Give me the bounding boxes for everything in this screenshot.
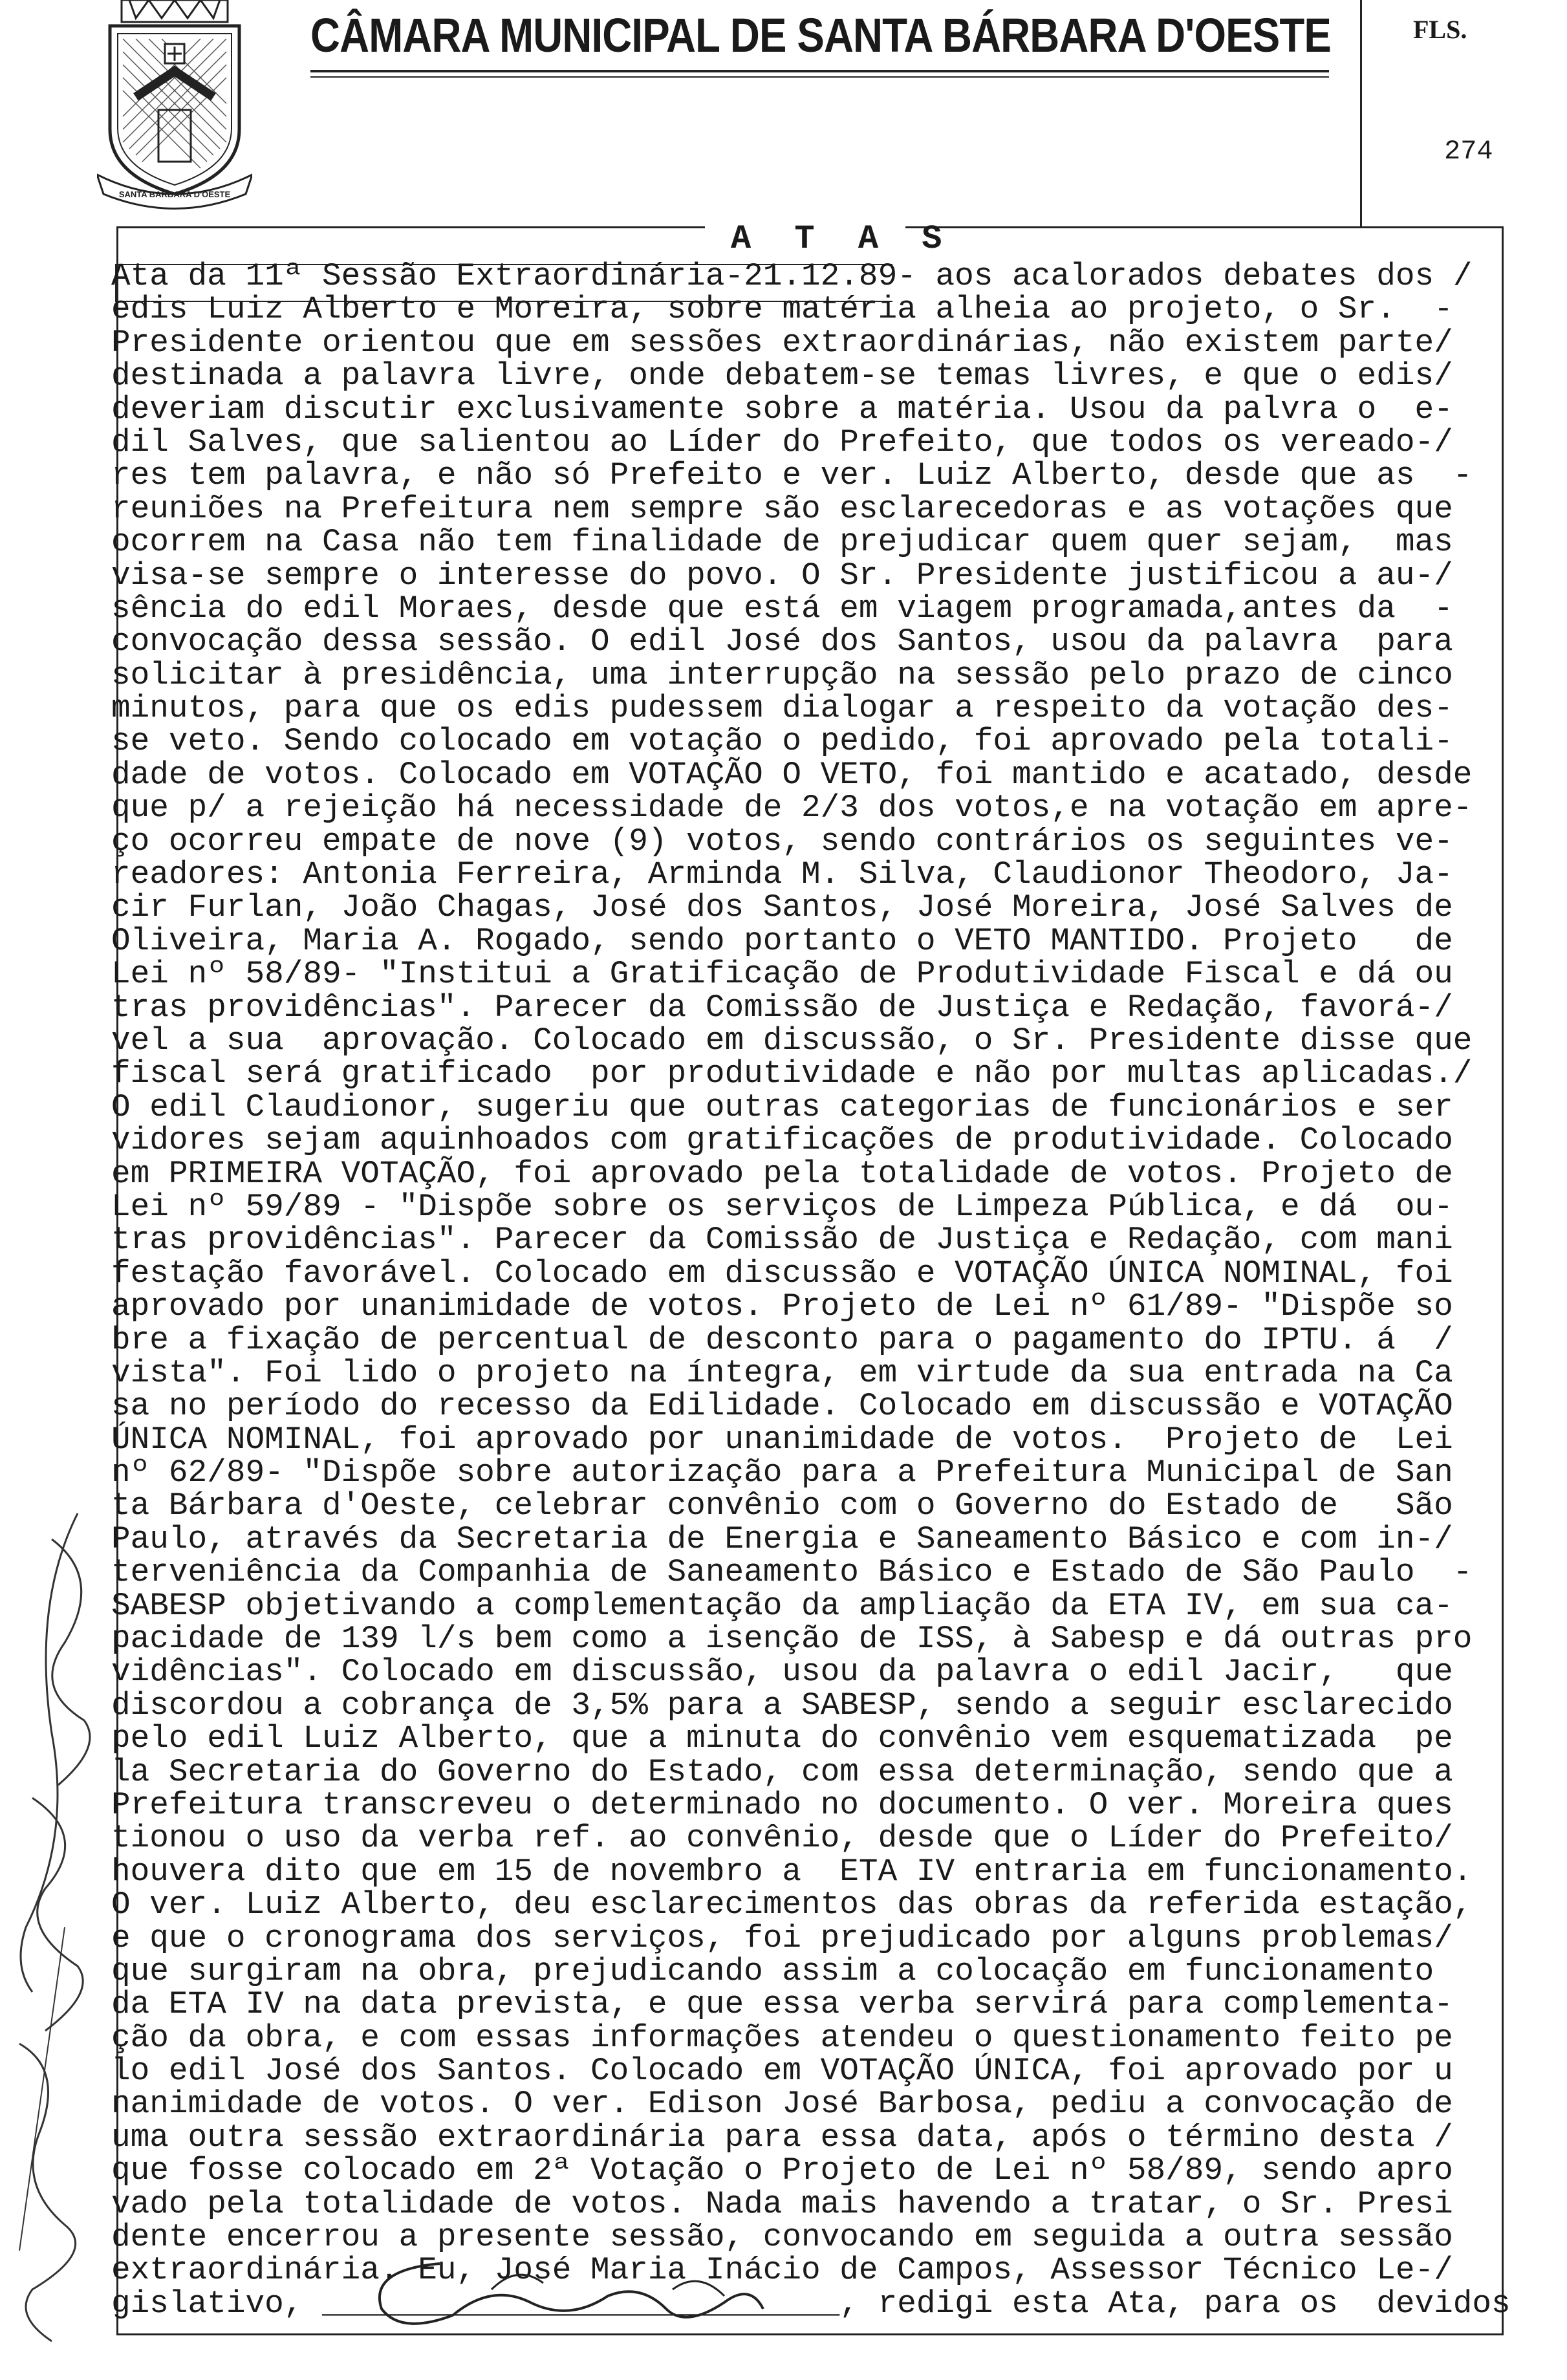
- minutes-line: vista". Foi lido o projeto na íntegra, em virtude da sua entrada na Ca: [111, 1354, 1453, 1391]
- minutes-line: la Secretaria do Governo do Estado, com essa determinação, sendo que a: [111, 1753, 1453, 1790]
- crest-motto: SANTA BARBARA D'OESTE: [118, 189, 231, 199]
- minutes-line: bre a fixação de percentual de desconto para o pagamento do IPTU. á /: [111, 1321, 1453, 1358]
- minutes-line: da ETA IV na data prevista, e que essa verba servirá para complementa-: [111, 1986, 1453, 2023]
- margin-signature-icon: [6, 1475, 110, 2380]
- minutes-line: pacidade de 139 l/s bem como a isenção de ISS, à Sabesp e dá outras pro: [111, 1621, 1473, 1658]
- frame-top-left: [116, 226, 705, 228]
- minutes-line: O ver. Luiz Alberto, deu esclarecimentos das obras da referida estação,: [111, 1887, 1473, 1923]
- minutes-line: extraordinária. Eu, José Maria Inácio de Campos, Assessor Técnico Le-/: [111, 2252, 1453, 2289]
- minutes-line: dil Salves, que salientou ao Líder do Prefeito, que todos os vereado-/: [111, 424, 1453, 460]
- minutes-line: Presidente orientou que em sessões extraordinárias, não existem parte/: [111, 324, 1453, 361]
- minutes-line: destinada a palavra livre, onde debatem-se temas livres, e que o edis/: [111, 358, 1453, 395]
- frame-top-right: [905, 226, 1504, 228]
- minutes-line: readores: Antonia Ferreira, Arminda M. Silva, Claudionor Theodoro, Ja-: [111, 856, 1453, 893]
- minutes-line: deveriam discutir exclusivamente sobre a matéria. Usou da palvra o e-: [111, 391, 1453, 427]
- minutes-line: pelo edil Luiz Alberto, que a minuta do convênio vem esquematizada pe: [111, 1720, 1453, 1757]
- minutes-line: uma outra sessão extraordinária para essa data, após o término desta /: [111, 2119, 1453, 2156]
- minutes-line: dade de votos. Colocado em VOTAÇÃO O VETO, foi mantido e acatado, desde: [111, 756, 1473, 793]
- minutes-line: sa no período do recesso da Edilidade. Colocado em discussão e VOTAÇÃO: [111, 1388, 1453, 1425]
- minutes-line: visa-se sempre o interesse do povo. O Sr. Presidente justificou a au-/: [111, 557, 1453, 594]
- minutes-line: lo edil José dos Santos. Colocado em VOTAÇÃO ÚNICA, foi aprovado por u: [111, 2053, 1453, 2090]
- minutes-line: tras providências". Parecer da Comissão de Justiça e Redação, favorá-/: [111, 989, 1453, 1026]
- header-rule-thin: [310, 76, 1329, 78]
- minutes-line: Oliveira, Maria A. Rogado, sendo portanto o VETO MANTIDO. Projeto de: [111, 922, 1453, 959]
- minutes-line: Paulo, através da Secretaria de Energia e Saneamento Básico e com in-/: [111, 1520, 1453, 1557]
- frame-right: [1502, 226, 1504, 2335]
- minutes-line: discordou a cobrança de 3,5% para a SABESP, sendo a seguir esclarecido: [111, 1687, 1453, 1724]
- minutes-line: nº 62/89- "Dispõe sobre autorização para a Prefeitura Municipal de San: [111, 1455, 1453, 1491]
- minutes-line: em PRIMEIRA VOTAÇÃO, foi aprovado pela totalidade de votos. Projeto de: [111, 1155, 1453, 1192]
- minutes-line: tras providências". Parecer da Comissão de Justiça e Redação, com mani: [111, 1222, 1453, 1259]
- minutes-line: gislativo, ___________________________, redigi esta Ata, para os devidos: [111, 2285, 1511, 2322]
- frame-bottom: [116, 2333, 1504, 2335]
- section-title: A T A S: [731, 220, 954, 258]
- minutes-line: tionou o uso da verba ref. ao convênio, desde que o Líder do Prefeito/: [111, 1820, 1453, 1857]
- minutes-line: fiscal será gratificado por produtividade e não por multas aplicadas./: [111, 1055, 1473, 1092]
- clerk-signature-icon: [362, 2244, 795, 2341]
- minutes-line: edis Luiz Alberto e Moreira, sobre matéria alheia ao projeto, o Sr. -: [111, 291, 1453, 328]
- minutes-line: SABESP objetivando a complementação da ampliação da ETA IV, em sua ca-: [111, 1587, 1453, 1624]
- minutes-line: terveniência da Companhia de Saneamento Básico e Estado de São Paulo -: [111, 1554, 1473, 1591]
- minutes-line: houvera dito que em 15 de novembro a ETA IV entraria em funcionamento.: [111, 1853, 1473, 1890]
- minutes-line: festação favorável. Colocado em discussão e VOTAÇÃO ÚNICA NOMINAL, foi: [111, 1255, 1453, 1292]
- minutes-line: ÚNICA NOMINAL, foi aprovado por unanimidade de votos. Projeto de Lei: [111, 1421, 1453, 1458]
- minutes-line: vel a sua aprovação. Colocado em discussão, o Sr. Presidente disse que: [111, 1022, 1473, 1059]
- minutes-line: Ata da 11ª Sessão Extraordinária-21.12.89- aos acalorados debates dos /: [111, 258, 1473, 294]
- folio-number: 274: [1444, 136, 1493, 167]
- minutes-line: O edil Claudionor, sugeriu que outras categorias de funcionários e ser: [111, 1088, 1453, 1125]
- minutes-line: convocação dessa sessão. O edil José dos Santos, usou da palavra para: [111, 623, 1453, 660]
- minutes-line: Lei nº 59/89 - "Dispõe sobre os serviços de Limpeza Pública, e dá ou-: [111, 1188, 1453, 1225]
- minutes-line: reuniões na Prefeitura nem sempre são esclarecedoras e as votações que: [111, 490, 1453, 527]
- fls-label: FLS.: [1413, 15, 1467, 44]
- minutes-line: vidores sejam aquinhoados com gratificações de produtividade. Colocado: [111, 1122, 1453, 1159]
- minutes-line: sência do edil Moraes, desde que está em viagem programada,antes da -: [111, 590, 1453, 627]
- minutes-line: vado pela totalidade de votos. Nada mais havendo a tratar, o Sr. Presi: [111, 2185, 1453, 2222]
- minutes-line: Lei nº 58/89- "Institui a Gratificação de Produtividade Fiscal e dá ou: [111, 956, 1453, 993]
- minutes-line: solicitar à presidência, uma interrupção na sessão pelo prazo de cinco: [111, 656, 1453, 693]
- minutes-line: nanimidade de votos. O ver. Edison José Barbosa, pediu a convocação de: [111, 2086, 1453, 2123]
- minutes-line: vidências". Colocado em discussão, usou da palavra o edil Jacir, que: [111, 1654, 1453, 1691]
- minutes-line: se veto. Sendo colocado em votação o pedido, foi aprovado pela totali-: [111, 723, 1453, 760]
- minutes-line: res tem palavra, e não só Prefeito e ver. Luiz Alberto, desde que as -: [111, 457, 1473, 494]
- minutes-line: cir Furlan, João Chagas, José dos Santos, José Moreira, José Salves de: [111, 889, 1453, 926]
- minutes-line: aprovado por unanimidade de votos. Projeto de Lei nº 61/89- "Dispõe so: [111, 1288, 1453, 1325]
- minutes-line: ção da obra, e com essas informações atendeu o questionamento feito pe: [111, 2019, 1453, 2056]
- minutes-line: Prefeitura transcreveu o determinado no documento. O ver. Moreira ques: [111, 1786, 1453, 1823]
- minutes-line: que p/ a rejeição há necessidade de 2/3 dos votos,e na votação em apre-: [111, 790, 1473, 827]
- minutes-body: [111, 258, 1511, 2322]
- minutes-line: que surgiram na obra, prejudicando assim a colocação em funcionamento: [111, 1953, 1434, 1989]
- header-title: CÂMARA MUNICIPAL DE SANTA BÁRBARA D'OESTE: [310, 8, 1331, 62]
- header-rule: [310, 70, 1329, 72]
- minutes-line: minutos, para que os edis pudessem dialogar a respeito da votação des-: [111, 690, 1453, 727]
- minutes-line: que fosse colocado em 2ª Votação o Projeto de Lei nº 58/89, sendo apro: [111, 2152, 1453, 2189]
- minutes-line: ocorrem na Casa não tem finalidade de prejudicar quem quer sejam, mas: [111, 524, 1453, 561]
- minutes-line: dente encerrou a presente sessão, convocando em seguida a outra sessão: [111, 2219, 1453, 2256]
- minutes-line: ço ocorreu empate de nove (9) votos, sendo contrários os seguintes ve-: [111, 823, 1453, 860]
- minutes-line: e que o cronograma dos serviços, foi prejudicado por alguns problemas/: [111, 1920, 1453, 1956]
- coat-of-arms-icon: [97, 0, 252, 213]
- minutes-line: ta Bárbara d'Oeste, celebrar convênio com o Governo do Estado de São: [111, 1488, 1453, 1524]
